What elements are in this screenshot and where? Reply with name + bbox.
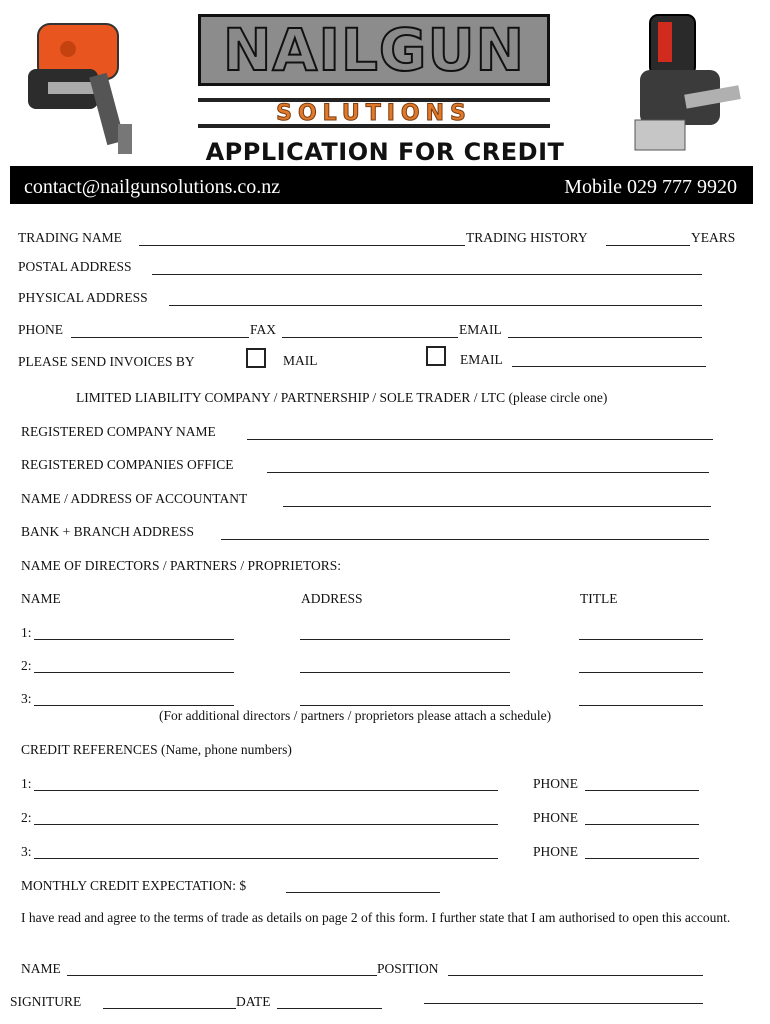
bank-branch-label: BANK + BRANCH ADDRESS: [21, 524, 195, 539]
physical-address-field[interactable]: [169, 305, 702, 306]
physical-address-label: PHYSICAL ADDRESS: [18, 290, 148, 305]
contact-bar: [10, 166, 753, 204]
page-title: APPLICATION FOR CREDIT: [205, 138, 565, 166]
brand-bottom-text: SOLUTIONS: [276, 100, 472, 126]
invoice-mail-checkbox[interactable]: [246, 348, 266, 368]
extra-signature-line[interactable]: [424, 1003, 703, 1004]
invoices-by-label: PLEASE SEND INVOICES BY: [18, 354, 195, 369]
trading-name-label: TRADING NAME: [18, 230, 122, 245]
date-field[interactable]: [277, 1008, 382, 1009]
fax-label: FAX: [250, 322, 277, 337]
directors-heading: NAME OF DIRECTORS / PARTNERS / PROPRIETORS:: [21, 558, 342, 573]
years-label: YEARS: [691, 230, 736, 245]
sign-name-field[interactable]: [67, 975, 377, 976]
invoice-mail-label: MAIL: [283, 353, 318, 368]
phone-label: PHONE: [18, 322, 64, 337]
brand-logo-sub: [198, 98, 550, 128]
ref-1-phone-field[interactable]: [585, 790, 699, 791]
col-title-header: TITLE: [580, 591, 618, 606]
col-address-header: ADDRESS: [301, 591, 363, 606]
date-label: DATE: [236, 994, 271, 1009]
registered-companies-office-label: REGISTERED COMPANIES OFFICE: [21, 457, 234, 472]
trading-name-field[interactable]: [139, 245, 465, 246]
registered-companies-office-field[interactable]: [267, 472, 709, 473]
invoice-email-field[interactable]: [512, 366, 706, 367]
ref-row-1-label: 1:: [21, 776, 32, 791]
contact-mobile: Mobile 029 777 9920: [564, 176, 737, 198]
ref-2-name-field[interactable]: [34, 824, 498, 825]
fax-field[interactable]: [282, 337, 458, 338]
director-row-1-label: 1:: [21, 625, 32, 640]
director-2-title-field[interactable]: [579, 672, 703, 673]
director-1-name-field[interactable]: [34, 639, 234, 640]
brand-top-text: NAILGUN: [222, 16, 526, 84]
monthly-credit-field[interactable]: [286, 892, 440, 893]
ref-row-3-label: 3:: [21, 844, 32, 859]
phone-field[interactable]: [71, 337, 249, 338]
col-name-header: NAME: [21, 591, 61, 606]
agreement-text: I have read and agree to the terms of trade as details on page 2 of this form. I further state that I am authorised to open this account.: [21, 910, 731, 925]
director-2-address-field[interactable]: [300, 672, 510, 673]
sign-name-label: NAME: [21, 961, 61, 976]
ref-3-phone-field[interactable]: [585, 858, 699, 859]
postal-address-label: POSTAL ADDRESS: [18, 259, 132, 274]
director-1-address-field[interactable]: [300, 639, 510, 640]
signiture-field[interactable]: [103, 1008, 236, 1009]
trading-history-label: TRADING HISTORY: [466, 230, 588, 245]
invoice-email-checkbox[interactable]: [426, 346, 446, 366]
director-row-3-label: 3:: [21, 691, 32, 706]
registered-company-name-field[interactable]: [247, 439, 713, 440]
contact-email[interactable]: contact@nailgunsolutions.co.nz: [24, 176, 281, 198]
bank-branch-field[interactable]: [221, 539, 709, 540]
position-label: POSITION: [377, 961, 439, 976]
position-field[interactable]: [448, 975, 703, 976]
ref-2-phone-field[interactable]: [585, 824, 699, 825]
trading-history-field[interactable]: [606, 245, 690, 246]
director-row-2-label: 2:: [21, 658, 32, 673]
ref-3-name-field[interactable]: [34, 858, 498, 859]
monthly-credit-label: MONTHLY CREDIT EXPECTATION: $: [21, 878, 247, 893]
ref-1-name-field[interactable]: [34, 790, 498, 791]
accountant-field[interactable]: [283, 506, 711, 507]
additional-directors-note: (For additional directors / partners / proprietors please attach a schedule): [159, 708, 552, 723]
director-2-name-field[interactable]: [34, 672, 234, 673]
ref-2-phone-label: PHONE: [533, 810, 579, 825]
registered-company-name-label: REGISTERED COMPANY NAME: [21, 424, 216, 439]
director-1-title-field[interactable]: [579, 639, 703, 640]
brand-logo-main: [198, 14, 550, 86]
signiture-label: SIGNITURE: [10, 994, 82, 1009]
ref-3-phone-label: PHONE: [533, 844, 579, 859]
accountant-label: NAME / ADDRESS OF ACCOUNTANT: [21, 491, 248, 506]
email-field[interactable]: [508, 337, 702, 338]
ref-row-2-label: 2:: [21, 810, 32, 825]
ref-1-phone-label: PHONE: [533, 776, 579, 791]
credit-refs-heading: CREDIT REFERENCES (Name, phone numbers): [21, 742, 292, 757]
email-label: EMAIL: [459, 322, 502, 337]
entity-type-options: LIMITED LIABILITY COMPANY / PARTNERSHIP / SOLE TRADER / LTC (please circle one): [76, 390, 608, 405]
director-3-name-field[interactable]: [34, 705, 234, 706]
postal-address-field[interactable]: [152, 274, 702, 275]
invoice-email-label: EMAIL: [460, 352, 503, 367]
director-3-title-field[interactable]: [579, 705, 703, 706]
director-3-address-field[interactable]: [300, 705, 510, 706]
